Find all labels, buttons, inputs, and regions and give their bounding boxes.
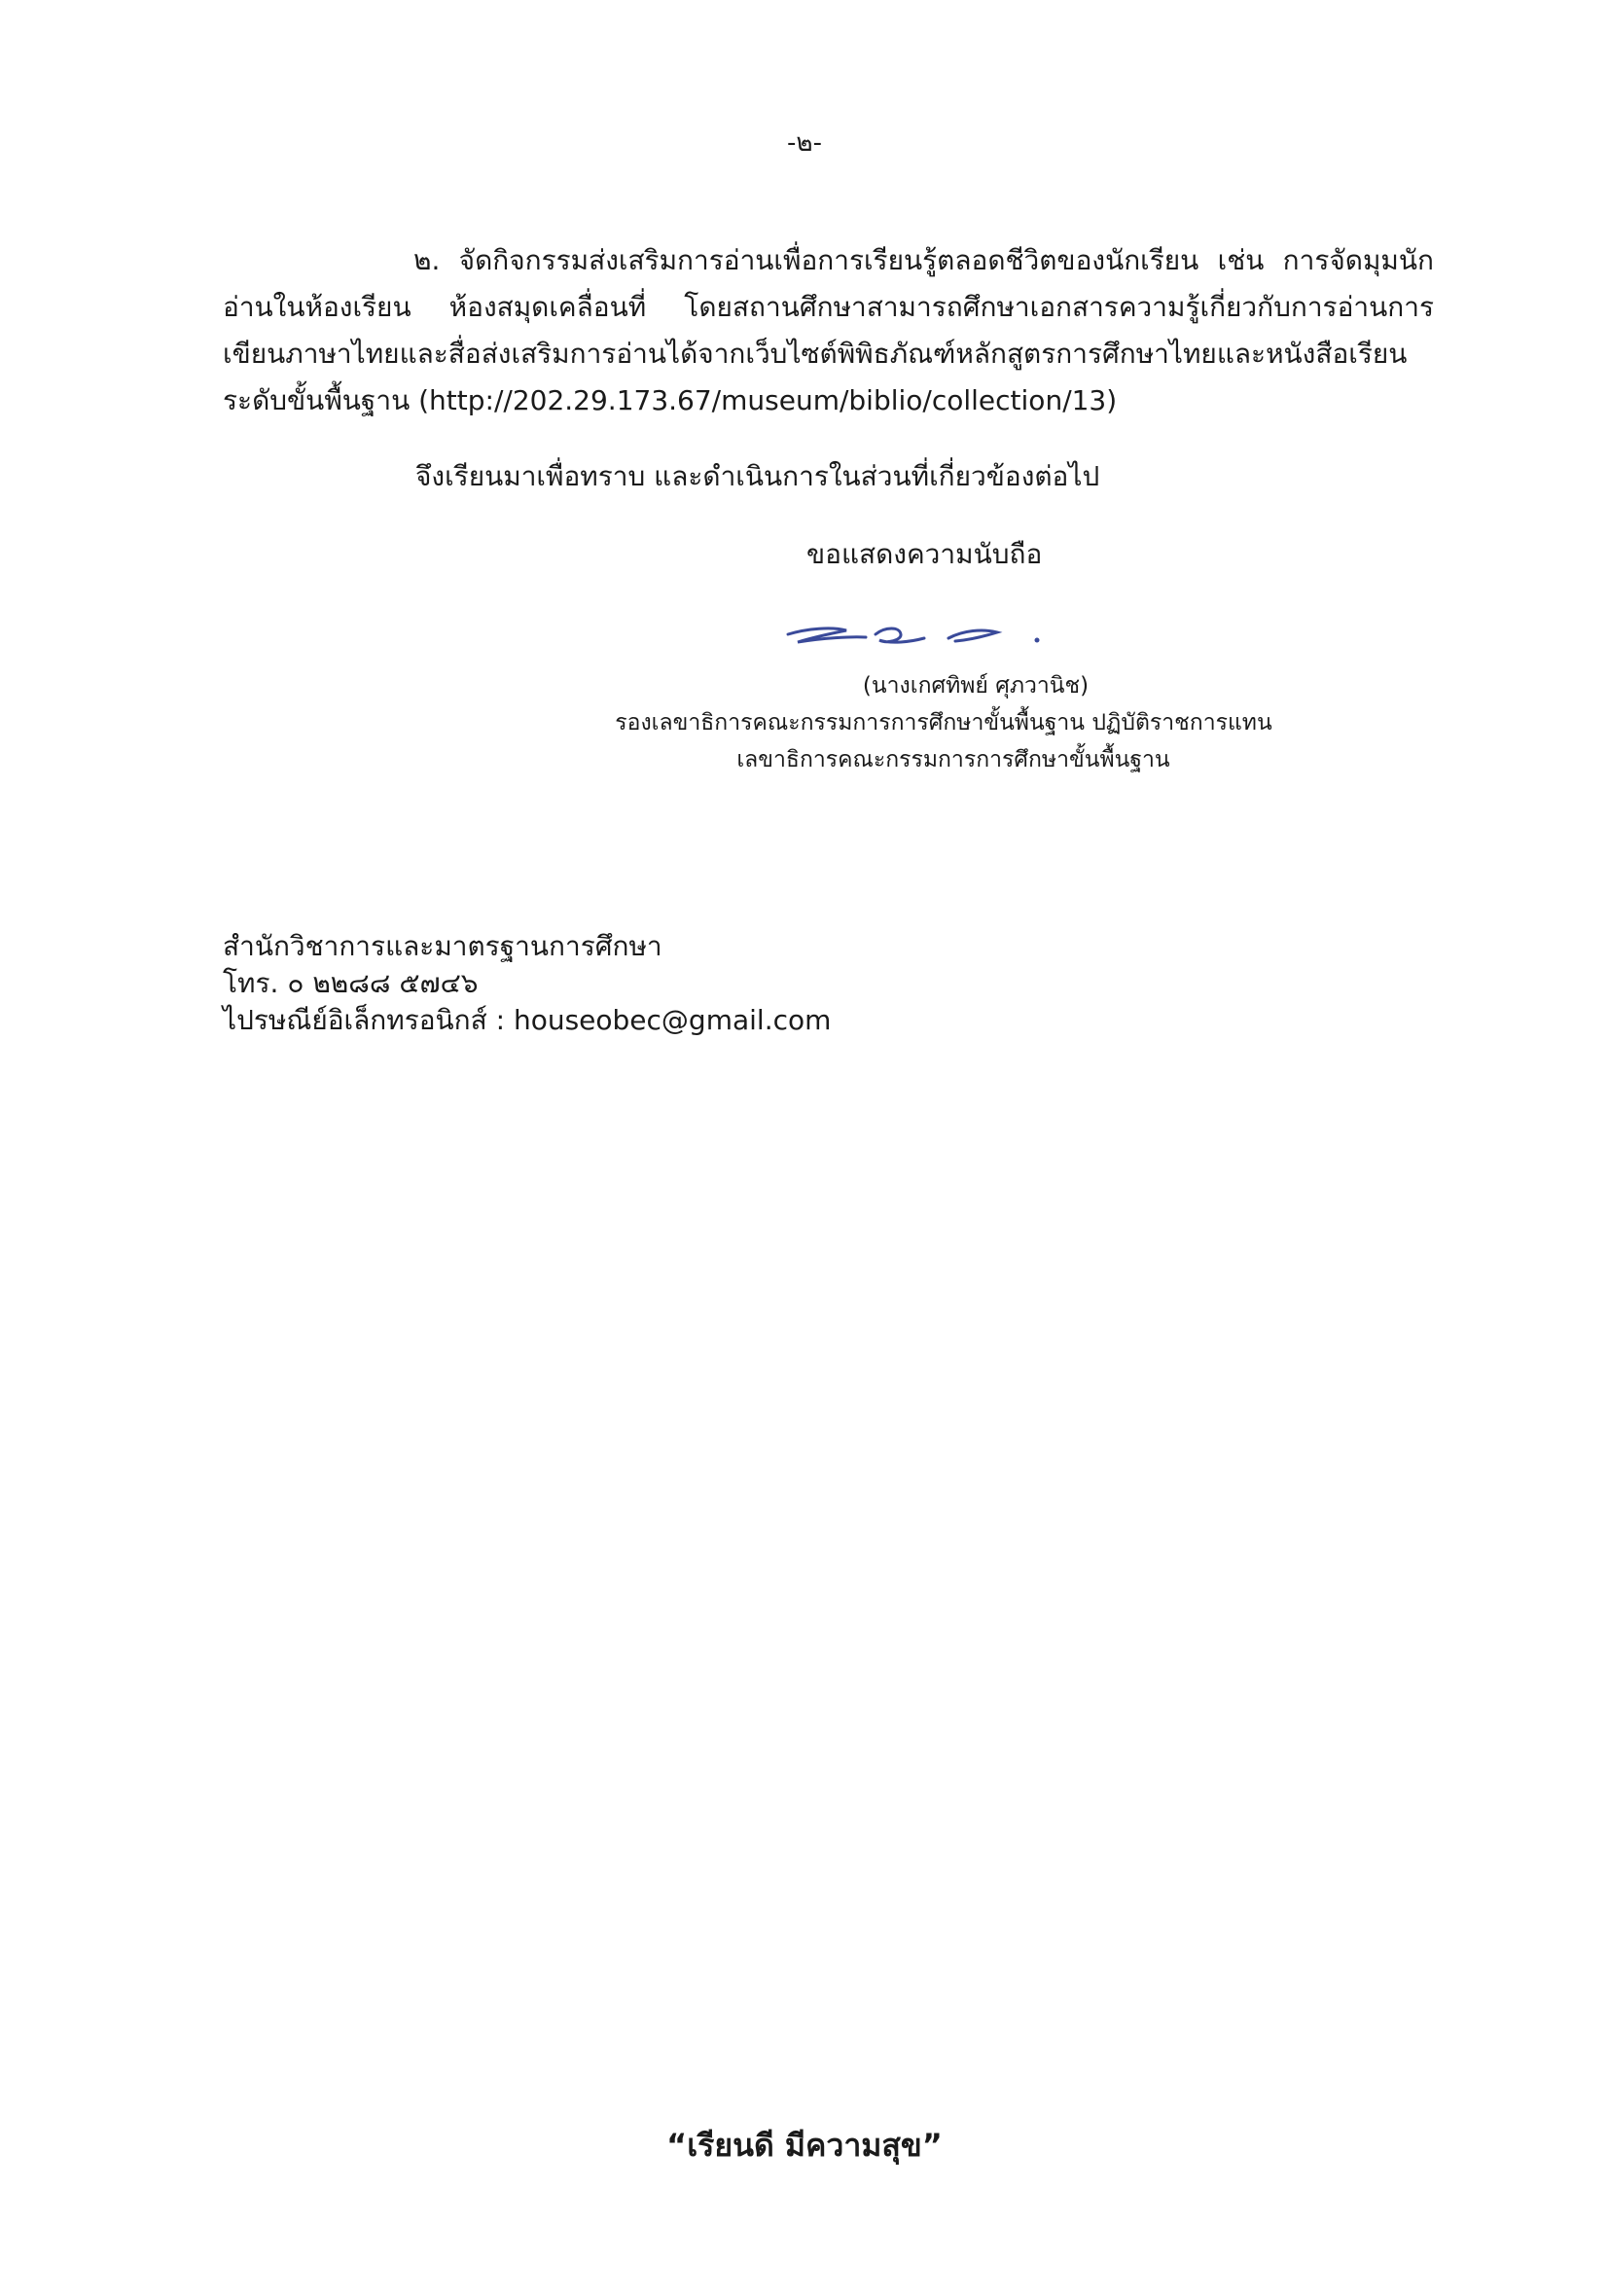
regards: ขอแสดงความนับถือ	[806, 538, 1043, 570]
signature-block	[603, 667, 1284, 778]
closing-line: จึงเรียนมาเพื่อทราบ และดำเนินการในส่วนที่เกี่ยวข้องต่อไป	[415, 460, 1100, 492]
body-paragraph: ๒. จัดกิจกรรมส่งเสริมการอ่านเพื่อการเรียนรู้ตลอดชีวิตของนักเรียน เช่น การจัดมุมนักอ่านในห้องเรียน ห้องสมุดเคลื่อนที่ โดยสถานศึกษาสามารถศึกษาเอกสารความรู้เกี่ยวกับการอ่านการเขียนภาษาไทยและสื่อส่งเสริมการอ่านได้จากเว็บไซต์พิพิธภัณฑ์หลักสูตรการศึกษาไทยและหนังสือเรียนระดับขั้นพื้นฐาน (http://202.29.173.67/museum/biblio/collection/13)	[223, 244, 1434, 416]
signatory-name: (นางเกศทิพย์ ศุภวานิช)	[862, 673, 1090, 699]
email-address: ไปรษณีย์อิเล็กทรอนิกส์ : houseobec@gmail.com	[223, 1004, 832, 1036]
handwritten-signature	[778, 605, 1070, 664]
slogan: “เรียนดี มีความสุข”	[666, 2127, 943, 2164]
signatory-position: รองเลขาธิการคณะกรรมการการศึกษาขั้นพื้นฐาน ปฏิบัติราชการแทน	[615, 710, 1272, 735]
office-name: สำนักวิชาการและมาตรฐานการศึกษา	[223, 930, 662, 962]
page-number: -๒-	[787, 128, 822, 158]
signatory-position-secondary: เลขาธิการคณะกรรมการการศึกษาขั้นพื้นฐาน	[736, 747, 1170, 772]
contact-block	[223, 928, 831, 1039]
phone-number: โทร. ๐ ๒๒๘๘ ๕๗๔๖	[223, 967, 479, 999]
